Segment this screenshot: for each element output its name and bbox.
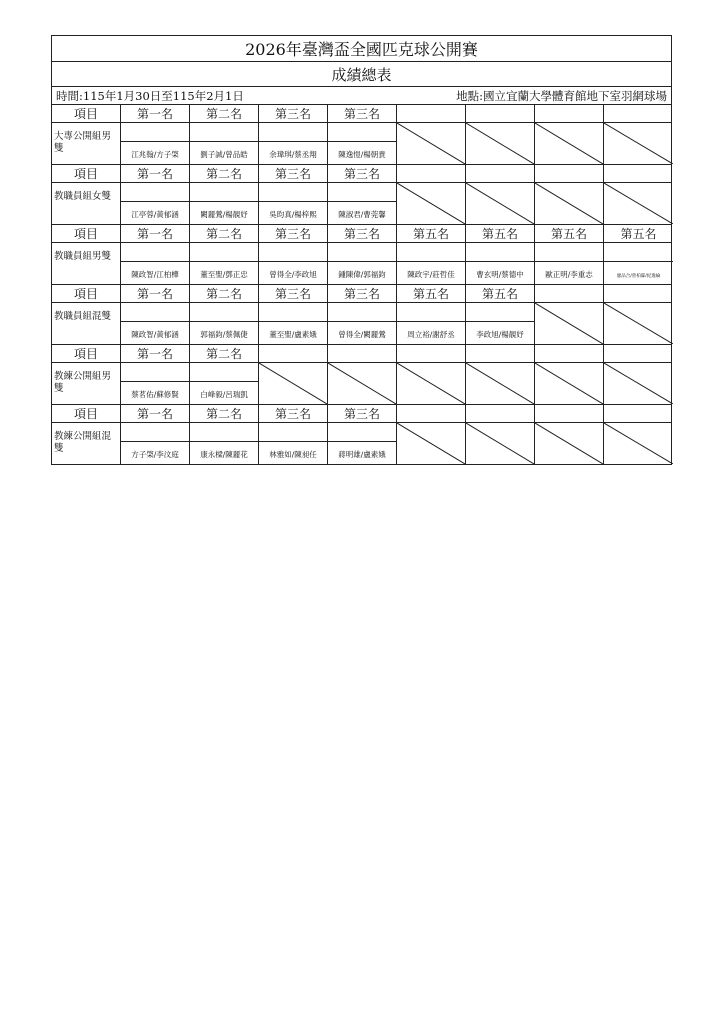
winner-box bbox=[466, 303, 534, 344]
header-fifth: 第五名 bbox=[535, 225, 604, 242]
winner-cell bbox=[259, 123, 328, 164]
header-row bbox=[51, 165, 672, 183]
winner-cell bbox=[121, 363, 190, 404]
header-empty bbox=[604, 105, 673, 122]
empty-slash-cell bbox=[604, 363, 673, 404]
header-row bbox=[51, 285, 672, 303]
header-empty bbox=[466, 405, 535, 422]
category-label: 教職員組混雙 bbox=[52, 303, 121, 344]
winner-name: 鍾陳偉/郭福鈞 bbox=[338, 270, 386, 279]
winner-cell bbox=[328, 243, 397, 284]
winner-cell bbox=[190, 243, 259, 284]
winner-name: 李政旭/楊靚妤 bbox=[476, 330, 524, 339]
winner-cell bbox=[121, 303, 190, 344]
empty-slash-cell bbox=[397, 423, 466, 464]
category-label: 教練公開組混雙 bbox=[52, 423, 121, 464]
empty-slash-cell bbox=[397, 123, 466, 164]
divider bbox=[466, 261, 534, 262]
winner-name: 陳政智/黃郁涵 bbox=[131, 330, 179, 339]
divider bbox=[328, 201, 396, 202]
divider bbox=[328, 321, 396, 322]
header-empty bbox=[535, 105, 604, 122]
divider bbox=[121, 321, 189, 322]
subtitle-row bbox=[51, 62, 672, 87]
winner-box bbox=[259, 183, 327, 224]
winner-box bbox=[535, 243, 603, 284]
header-item: 項目 bbox=[52, 105, 121, 122]
diagonal-line bbox=[535, 123, 603, 164]
winner-name: 曹玄明/蔡德中 bbox=[476, 270, 524, 279]
header-empty bbox=[604, 165, 673, 182]
header-third: 第三名 bbox=[328, 285, 397, 302]
diagonal-line bbox=[466, 423, 534, 464]
winner-name: 劉子誠/曾品皓 bbox=[200, 150, 248, 159]
header-third: 第三名 bbox=[328, 165, 397, 182]
winner-name: 白峰毅/呂瑞凱 bbox=[200, 390, 248, 399]
winner-cell bbox=[328, 303, 397, 344]
winner-box bbox=[121, 243, 189, 284]
divider bbox=[121, 141, 189, 142]
winner-box bbox=[121, 123, 189, 164]
header-item: 項目 bbox=[52, 225, 121, 242]
header-empty bbox=[535, 405, 604, 422]
header-empty bbox=[328, 345, 397, 362]
diagonal-line bbox=[535, 303, 603, 344]
winner-box bbox=[604, 243, 673, 284]
result-row bbox=[51, 423, 672, 465]
empty-slash-cell bbox=[259, 363, 328, 404]
winner-cell bbox=[190, 183, 259, 224]
divider bbox=[535, 261, 603, 262]
winner-name: 郭福鈞/蔡佩倢 bbox=[200, 330, 248, 339]
winner-box bbox=[397, 303, 465, 344]
winner-name: 陳淑君/曹莞馨 bbox=[338, 210, 386, 219]
header-empty bbox=[604, 285, 673, 302]
winner-cell bbox=[397, 243, 466, 284]
winner-cell bbox=[259, 243, 328, 284]
header-second: 第二名 bbox=[190, 225, 259, 242]
header-third: 第三名 bbox=[259, 405, 328, 422]
empty-slash-cell bbox=[604, 303, 673, 344]
winner-box bbox=[121, 423, 189, 464]
winner-name: 曾得全/李政旭 bbox=[269, 270, 317, 279]
result-row bbox=[51, 183, 672, 225]
winner-box bbox=[121, 183, 189, 224]
header-second: 第二名 bbox=[190, 105, 259, 122]
winner-box bbox=[121, 303, 189, 344]
header-first: 第一名 bbox=[121, 225, 190, 242]
divider bbox=[604, 261, 673, 262]
header-first: 第一名 bbox=[121, 105, 190, 122]
winner-name: 蔣明雄/盧素娥 bbox=[338, 450, 386, 459]
divider bbox=[397, 261, 465, 262]
winner-box bbox=[259, 123, 327, 164]
winner-name: 吳昀真/楊梓熙 bbox=[269, 210, 317, 219]
winner-cell bbox=[190, 363, 259, 404]
header-item: 項目 bbox=[52, 285, 121, 302]
winner-box bbox=[190, 123, 258, 164]
divider bbox=[259, 321, 327, 322]
winner-box bbox=[190, 423, 258, 464]
winner-name: 曾得全/闕麗鶯 bbox=[338, 330, 386, 339]
divider bbox=[259, 261, 327, 262]
header-third: 第三名 bbox=[259, 165, 328, 182]
header-empty bbox=[259, 345, 328, 362]
category-label: 教練公開組男雙 bbox=[52, 363, 121, 404]
divider bbox=[397, 321, 465, 322]
winner-name: 董至聖/鄧正忠 bbox=[200, 270, 248, 279]
winner-name: 蔡茗佑/蘇修賢 bbox=[131, 390, 179, 399]
divider bbox=[466, 321, 534, 322]
header-second: 第二名 bbox=[190, 405, 259, 422]
title-row bbox=[51, 35, 672, 62]
winner-name: 余瑋琪/蔡丞翔 bbox=[269, 150, 317, 159]
winner-box bbox=[190, 303, 258, 344]
header-first: 第一名 bbox=[121, 405, 190, 422]
empty-slash-cell bbox=[535, 303, 604, 344]
header-fifth: 第五名 bbox=[620, 227, 657, 241]
winner-box bbox=[328, 243, 396, 284]
header-empty bbox=[466, 165, 535, 182]
winner-cell bbox=[121, 423, 190, 464]
diagonal-line bbox=[535, 363, 603, 404]
winner-name: 廖品合/曾柏霖/紀逸綸 bbox=[616, 274, 661, 279]
event-place: 地點:國立宜蘭大學體育館地下室羽網球場 bbox=[456, 88, 667, 103]
header-empty bbox=[604, 345, 673, 362]
divider bbox=[328, 441, 396, 442]
header-row bbox=[51, 225, 672, 243]
diagonal-line bbox=[535, 183, 603, 224]
header-empty bbox=[535, 285, 604, 302]
result-row bbox=[51, 123, 672, 165]
winner-name: 周立裕/謝舒丞 bbox=[407, 330, 455, 339]
empty-slash-cell bbox=[466, 423, 535, 464]
empty-slash-cell bbox=[535, 123, 604, 164]
empty-slash-cell bbox=[604, 183, 673, 224]
winner-box bbox=[328, 303, 396, 344]
header-third: 第三名 bbox=[328, 225, 397, 242]
results-table bbox=[51, 105, 672, 465]
winner-cell bbox=[121, 183, 190, 224]
info-row bbox=[51, 87, 672, 105]
winner-cell bbox=[259, 303, 328, 344]
winner-cell bbox=[604, 243, 673, 284]
winner-box bbox=[466, 243, 534, 284]
divider bbox=[259, 441, 327, 442]
diagonal-line bbox=[604, 423, 673, 464]
header-row bbox=[51, 345, 672, 363]
winner-box bbox=[190, 363, 258, 404]
winner-cell bbox=[259, 183, 328, 224]
header-fifth: 第五名 bbox=[397, 225, 466, 242]
empty-slash-cell bbox=[397, 363, 466, 404]
divider bbox=[190, 441, 258, 442]
header-empty bbox=[535, 165, 604, 182]
winner-name: 江兆翰/方子棨 bbox=[131, 150, 179, 159]
winner-box bbox=[397, 243, 465, 284]
winner-cell bbox=[466, 243, 535, 284]
divider bbox=[121, 381, 189, 382]
diagonal-line bbox=[259, 363, 327, 404]
empty-slash-cell bbox=[466, 363, 535, 404]
divider bbox=[121, 441, 189, 442]
divider bbox=[328, 261, 396, 262]
winner-box bbox=[328, 423, 396, 464]
category-label: 教職員組女雙 bbox=[52, 183, 121, 224]
diagonal-line bbox=[604, 123, 673, 164]
winner-name: 闕麗鶯/楊靚妤 bbox=[200, 210, 248, 219]
winner-cell bbox=[397, 303, 466, 344]
page-subtitle: 成績總表 bbox=[331, 65, 392, 84]
divider bbox=[121, 201, 189, 202]
divider bbox=[259, 201, 327, 202]
empty-slash-cell bbox=[535, 363, 604, 404]
winner-name: 歐正明/李重志 bbox=[545, 270, 593, 279]
header-first: 第一名 bbox=[121, 165, 190, 182]
header-item: 項目 bbox=[52, 345, 121, 362]
diagonal-line bbox=[397, 183, 465, 224]
header-empty bbox=[397, 405, 466, 422]
header-empty bbox=[397, 345, 466, 362]
header-second: 第二名 bbox=[190, 345, 259, 362]
header-third: 第三名 bbox=[328, 405, 397, 422]
diagonal-line bbox=[397, 123, 465, 164]
page-title: 2026年臺灣盃全國匹克球公開賽 bbox=[245, 40, 478, 59]
winner-cell bbox=[190, 123, 259, 164]
winner-name: 陳逸愷/楊朝貴 bbox=[338, 150, 386, 159]
divider bbox=[190, 321, 258, 322]
winner-cell bbox=[328, 423, 397, 464]
header-empty bbox=[466, 105, 535, 122]
event-time: 時間:115年1月30日至115年2月1日 bbox=[56, 88, 244, 103]
diagonal-line bbox=[604, 183, 673, 224]
header-empty bbox=[604, 405, 673, 422]
winner-box bbox=[259, 423, 327, 464]
empty-slash-cell bbox=[604, 423, 673, 464]
header-third: 第三名 bbox=[259, 105, 328, 122]
winner-cell bbox=[466, 303, 535, 344]
result-row bbox=[51, 243, 672, 285]
header-fifth: 第五名 bbox=[466, 285, 535, 302]
empty-slash-cell bbox=[466, 183, 535, 224]
diagonal-line bbox=[466, 183, 534, 224]
winner-box bbox=[121, 363, 189, 404]
divider bbox=[121, 261, 189, 262]
winner-name: 陳政智/江柏樺 bbox=[131, 270, 179, 279]
diagonal-line bbox=[397, 423, 465, 464]
header-row bbox=[51, 405, 672, 423]
header-item: 項目 bbox=[52, 405, 121, 422]
winner-box bbox=[328, 183, 396, 224]
header-third: 第三名 bbox=[328, 105, 397, 122]
empty-slash-cell bbox=[535, 183, 604, 224]
header-first: 第一名 bbox=[121, 345, 190, 362]
empty-slash-cell bbox=[535, 423, 604, 464]
winner-cell bbox=[190, 423, 259, 464]
result-row bbox=[51, 303, 672, 345]
empty-slash-cell bbox=[328, 363, 397, 404]
winner-name: 方子棨/李汶庭 bbox=[131, 450, 179, 459]
diagonal-line bbox=[466, 123, 534, 164]
header-item: 項目 bbox=[52, 165, 121, 182]
header-first: 第一名 bbox=[121, 285, 190, 302]
result-row bbox=[51, 363, 672, 405]
category-label: 教職員組男雙 bbox=[52, 243, 121, 284]
diagonal-line bbox=[604, 303, 673, 344]
header-third: 第三名 bbox=[259, 225, 328, 242]
diagonal-line bbox=[535, 423, 603, 464]
empty-slash-cell bbox=[466, 123, 535, 164]
winner-box bbox=[190, 243, 258, 284]
header-empty bbox=[466, 345, 535, 362]
divider bbox=[190, 261, 258, 262]
header-second: 第二名 bbox=[190, 165, 259, 182]
empty-slash-cell bbox=[397, 183, 466, 224]
divider bbox=[190, 381, 258, 382]
header-row bbox=[51, 105, 672, 123]
header-empty bbox=[397, 165, 466, 182]
winner-name: 康永樑/陳麗花 bbox=[200, 450, 248, 459]
header-fifth: 第五名 bbox=[466, 225, 535, 242]
category-label: 大專公開組男雙 bbox=[52, 123, 121, 164]
divider bbox=[259, 141, 327, 142]
divider bbox=[190, 201, 258, 202]
winner-box bbox=[259, 303, 327, 344]
winner-cell bbox=[121, 243, 190, 284]
header-second: 第二名 bbox=[190, 285, 259, 302]
winner-box bbox=[259, 243, 327, 284]
diagonal-line bbox=[328, 363, 396, 404]
divider bbox=[190, 141, 258, 142]
winner-cell bbox=[328, 123, 397, 164]
winner-cell bbox=[121, 123, 190, 164]
winner-box bbox=[190, 183, 258, 224]
header-empty bbox=[397, 105, 466, 122]
winner-cell bbox=[328, 183, 397, 224]
results-sheet bbox=[51, 35, 672, 465]
winner-cell bbox=[190, 303, 259, 344]
winner-name: 陳政宇/莊哲佳 bbox=[407, 270, 455, 279]
diagonal-line bbox=[604, 363, 673, 404]
winner-cell bbox=[535, 243, 604, 284]
header-third: 第三名 bbox=[259, 285, 328, 302]
winner-name: 董至聖/盧素娥 bbox=[269, 330, 317, 339]
empty-slash-cell bbox=[604, 123, 673, 164]
header-fifth: 第五名 bbox=[397, 285, 466, 302]
winner-cell bbox=[259, 423, 328, 464]
divider bbox=[328, 141, 396, 142]
winner-name: 林雅如/陳昶任 bbox=[269, 450, 317, 459]
diagonal-line bbox=[397, 363, 465, 404]
winner-box bbox=[328, 123, 396, 164]
winner-name: 江亭蓉/黃郁涵 bbox=[131, 210, 179, 219]
diagonal-line bbox=[466, 363, 534, 404]
header-empty bbox=[535, 345, 604, 362]
